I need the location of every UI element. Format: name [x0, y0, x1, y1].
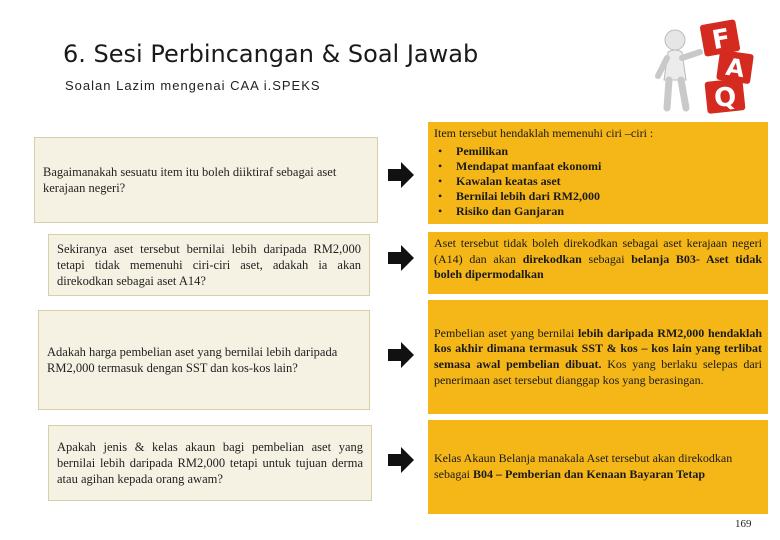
answer-bold-3: lebih daripada RM2,000 hendaklah kos akhir dimana termasuk SST & kos – kos lain yang terlibat semasa awal pembelian dibuat.: [434, 325, 762, 371]
faq-graphic: [640, 8, 780, 118]
faq-letters: [699, 19, 753, 114]
question-text-3: Adakah harga pembelian aset yang bernilai lebih daripada RM2,000 termasuk dengan SST dan kos-kos lain?: [47, 344, 338, 375]
arrow-right-icon: [388, 447, 414, 473]
question-box-4: [48, 425, 372, 501]
svg-text:F: F: [709, 23, 733, 57]
answer-bold-2b: belanja B03- Aset tidak boleh dipermodalkan: [434, 251, 762, 282]
answer-box-3: [428, 300, 768, 414]
answer-box-1: [428, 122, 768, 224]
answer-text-4: Kelas Akaun Belanja manakala Aset tersebut akan direkodkan sebagai: [434, 451, 733, 481]
arrow-right-icon: [388, 342, 414, 368]
answer-bold-4: B04 – Pemberian dan Kenaan Bayaran Tetap: [472, 467, 706, 481]
answer-bold-2a: direkodkan: [522, 251, 582, 266]
answer-box-2: [428, 232, 768, 294]
question-box-1: [34, 137, 378, 223]
arrow-right-icon: [388, 162, 414, 188]
answer-text-2b: sebagai: [581, 251, 632, 266]
page-number: 169: [735, 518, 752, 530]
question-text-4: Apakah jenis & kelas akaun bagi pembelian aset yang bernilai lebih daripada RM2,000 tetapi untuk tujuan derma atau agihan kepada orang awam?: [57, 439, 363, 487]
answer-text-2a: Aset tersebut tidak boleh direkodkan sebagai aset kerajaan negeri (A14) dan akan: [434, 236, 762, 266]
criteria-list: [434, 144, 762, 219]
criteria-item: • Bernilai lebih dari RM2,000: [434, 189, 762, 204]
arrow-right-icon: [388, 245, 414, 271]
stick-figure: [658, 30, 700, 108]
svg-text:A: A: [724, 52, 747, 84]
page-subtitle: Soalan Lazim mengenai CAA i.SPEKS: [65, 78, 321, 93]
criteria-item: • Pemilikan: [434, 144, 762, 159]
question-text-1: Bagaimanakah sesuatu item itu boleh diiktiraf sebagai aset kerajaan negeri?: [43, 164, 337, 195]
criteria-item: • Mendapat manfaat ekonomi: [434, 159, 762, 174]
answer-text-3a: Pembelian aset yang bernilai: [434, 325, 578, 340]
criteria-item: • Risiko dan Ganjaran: [434, 204, 762, 219]
criteria-item: • Kawalan keatas aset: [434, 174, 762, 189]
answer-text-3b: Kos yang berlaku selepas dari penerimaan aset tersebut dianggap kos yang berasingan.: [434, 357, 762, 387]
question-box-2: [48, 234, 370, 296]
question-text-2: Sekiranya aset tersebut bernilai lebih daripada RM2,000 tetapi tidak memenuhi ciri-ciri aset, adakah ia akan direkodkan sebagai aset A14?: [57, 241, 361, 289]
page-title: 6. Sesi Perbincangan & Soal Jawab: [63, 40, 479, 68]
question-box-3: [38, 310, 370, 410]
answer-intro-1: Item tersebut hendaklah memenuhi ciri –ciri :: [434, 126, 654, 140]
answer-box-4: [428, 420, 768, 514]
svg-text:Q: Q: [712, 81, 738, 115]
